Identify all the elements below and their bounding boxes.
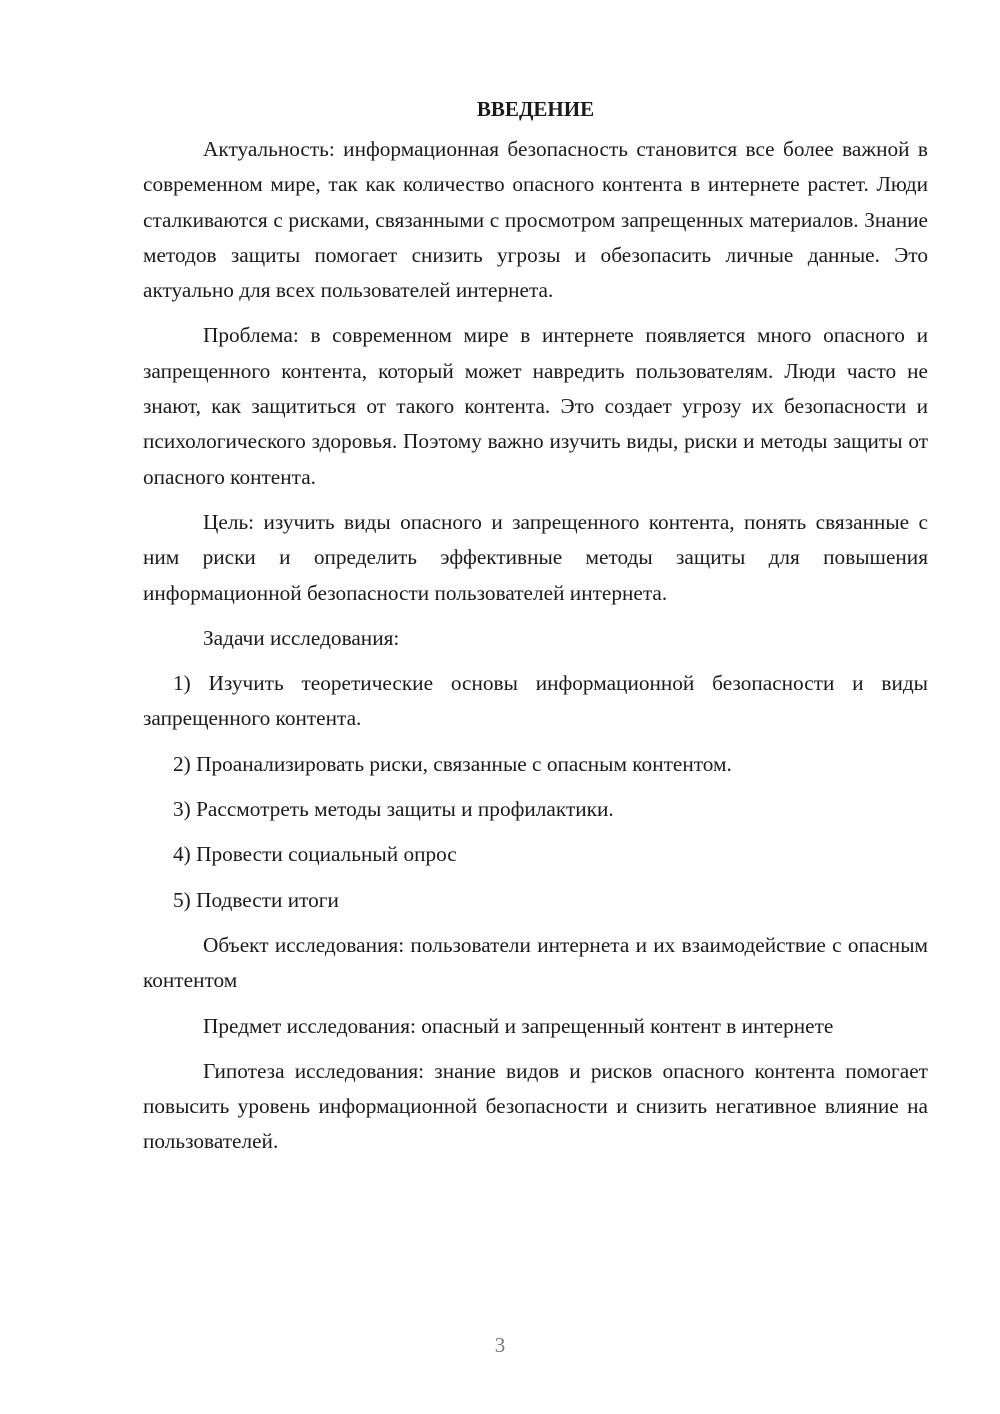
task-item: 5) Подвести итоги — [173, 887, 339, 912]
object-paragraph: Объект исследования: пользователи интернета и их взаимодействие с опасным контентом — [143, 932, 928, 993]
hypothesis-paragraph: Гипотеза исследования: знание видов и рисков опасного контента помогает повысить уровень информационной безопасности и снизить негативное влияние на пользователей. — [143, 1058, 928, 1154]
problem-paragraph: Проблема: в современном мире в интернете появляется много опасного и запрещенного контента, который может навредить пользователям. Люди часто не знают, как защититься от такого контента. Это создает угрозу их безопасности и психологического здоровья. Поэтому важно изучить виды, риски и методы защиты от опасного контента. — [143, 323, 928, 489]
document-page — [143, 92, 928, 1160]
task-item: 4) Провести социальный опрос — [173, 842, 457, 867]
goal-paragraph: Цель: изучить виды опасного и запрещенного контента, понять связанные с ним риски и определить эффективные методы защиты для повышения информационной безопасности пользователей интернета. — [143, 509, 928, 605]
subject-paragraph: Предмет исследования: опасный и запрещенный контент в интернете — [203, 1013, 834, 1038]
page-number: 3 — [494, 1333, 506, 1357]
task-item: 1) Изучить теоретические основы информационной безопасности и виды запрещенного контента. — [143, 671, 928, 731]
task-item: 3) Рассмотреть методы защиты и профилактики. — [173, 797, 614, 822]
section-heading: ВВЕДЕНИЕ — [476, 97, 595, 121]
tasks-title: Задачи исследования: — [203, 625, 400, 650]
task-item: 2) Проанализировать риски, связанные с опасным контентом. — [173, 751, 732, 776]
relevance-paragraph: Актуальность: информационная безопасность становится все более важной в современном мире, так как количество опасного контента в интернете растет. Люди сталкиваются с рисками, связанными с просмотром запрещенных материалов. Знание методов защиты помогает снизить угрозы и обезопасить личные данные. Это актуально для всех пользователей интернета. — [143, 137, 928, 303]
